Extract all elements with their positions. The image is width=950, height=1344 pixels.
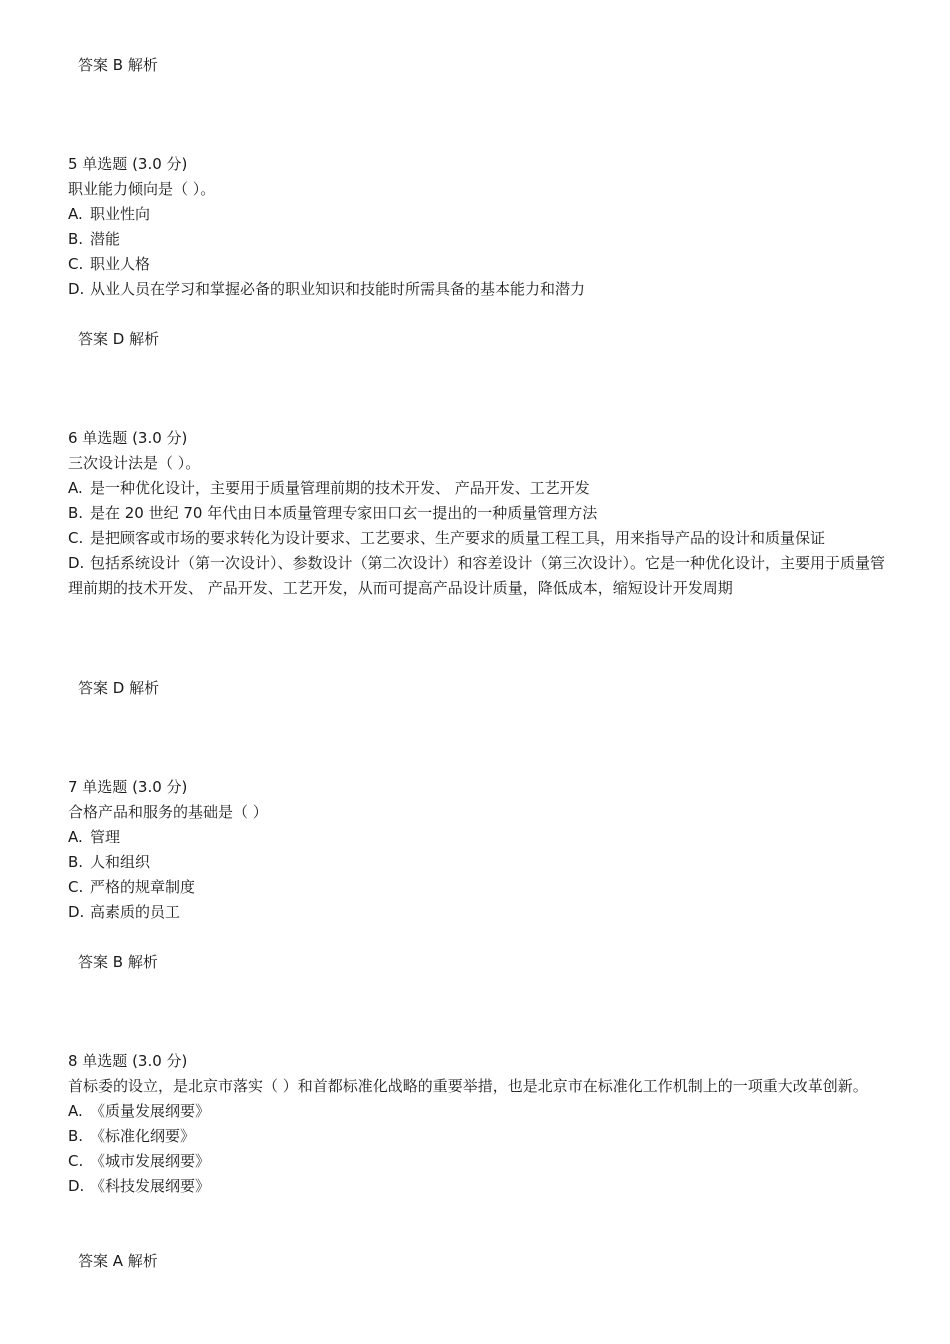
option-letter: B. <box>68 230 84 248</box>
answer-line-q7: 答案 B 解析 <box>78 953 158 971</box>
option-letter: A. <box>68 479 83 497</box>
option-a <box>68 825 886 850</box>
question-8 <box>68 1049 886 1199</box>
option-letter: A. <box>68 828 83 846</box>
option-text: 从业人员在学习和掌握必备的职业知识和技能时所需具备的基本能力和潜力 <box>90 280 586 298</box>
option-b <box>68 1124 886 1149</box>
answer-line-q5: 答案 D 解析 <box>78 330 160 348</box>
option-d <box>68 551 886 601</box>
option-letter: D. <box>68 903 85 921</box>
option-letter: B. <box>68 1127 84 1145</box>
option-b <box>68 227 886 252</box>
option-d <box>68 277 886 302</box>
question-7 <box>68 775 886 925</box>
answer-line-q6: 答案 D 解析 <box>78 679 160 697</box>
option-c <box>68 875 886 900</box>
option-text: 管理 <box>90 828 121 846</box>
question-stem: 首标委的设立，是北京市落实（ ）和首都标准化战略的重要举措，也是北京市在标准化工作机制上的一项重大改革创新。 <box>68 1077 868 1095</box>
option-text: 《标准化纲要》 <box>90 1127 196 1145</box>
question-6 <box>68 426 886 601</box>
option-a <box>68 476 886 501</box>
option-a <box>68 1099 886 1124</box>
option-letter: C. <box>68 529 84 547</box>
option-b <box>68 850 886 875</box>
option-letter: D. <box>68 1177 85 1195</box>
option-text: 严格的规章制度 <box>90 878 196 896</box>
option-a <box>68 202 886 227</box>
option-text: 人和组织 <box>90 853 151 871</box>
option-c <box>68 1149 886 1174</box>
option-letter: A. <box>68 1102 83 1120</box>
option-text: 是一种优化设计，主要用于质量管理前期的技术开发、 产品开发、工艺开发 <box>90 479 590 497</box>
question-header: 5 单选题 (3.0 分) <box>68 155 188 173</box>
question-stem: 合格产品和服务的基础是（ ） <box>68 803 268 821</box>
answer-line-q8: 答案 A 解析 <box>78 1252 158 1270</box>
option-text: 《质量发展纲要》 <box>90 1102 211 1120</box>
option-b <box>68 501 886 526</box>
question-stem: 职业能力倾向是（ ）。 <box>68 180 216 198</box>
question-5 <box>68 152 886 302</box>
option-letter: C. <box>68 1152 84 1170</box>
option-letter: C. <box>68 878 84 896</box>
option-text: 是把顾客或市场的要求转化为设计要求、工艺要求、生产要求的质量工程工具，用来指导产品的设计和质量保证 <box>90 529 826 547</box>
option-text: 是在 20 世纪 70 年代由日本质量管理专家田口玄一提出的一种质量管理方法 <box>90 504 598 522</box>
option-text: 高素质的员工 <box>90 903 181 921</box>
option-text: 职业人格 <box>90 255 151 273</box>
question-stem: 三次设计法是（ ）。 <box>68 454 201 472</box>
question-header: 6 单选题 (3.0 分) <box>68 429 188 447</box>
option-c <box>68 526 886 551</box>
option-letter: A. <box>68 205 83 223</box>
option-text: 包括系统设计（第一次设计）、参数设计（第二次设计）和容差设计（第三次设计）。它是一种优化设计，主要用于质量管理前期的技术开发、 产品开发、工艺开发，从而可提高产品设计质量，降低成本，缩短设计开发周期 <box>68 554 886 597</box>
option-c <box>68 252 886 277</box>
question-header: 8 单选题 (3.0 分) <box>68 1052 188 1070</box>
answer-line-q4: 答案 B 解析 <box>78 56 158 74</box>
option-letter: D. <box>68 554 85 572</box>
option-text: 《科技发展纲要》 <box>90 1177 211 1195</box>
option-d <box>68 900 886 925</box>
option-letter: D. <box>68 280 85 298</box>
option-letter: B. <box>68 853 84 871</box>
question-header: 7 单选题 (3.0 分) <box>68 778 188 796</box>
option-letter: B. <box>68 504 84 522</box>
option-d <box>68 1174 886 1199</box>
option-letter: C. <box>68 255 84 273</box>
option-text: 潜能 <box>90 230 121 248</box>
option-text: 职业性向 <box>90 205 151 223</box>
option-text: 《城市发展纲要》 <box>90 1152 211 1170</box>
